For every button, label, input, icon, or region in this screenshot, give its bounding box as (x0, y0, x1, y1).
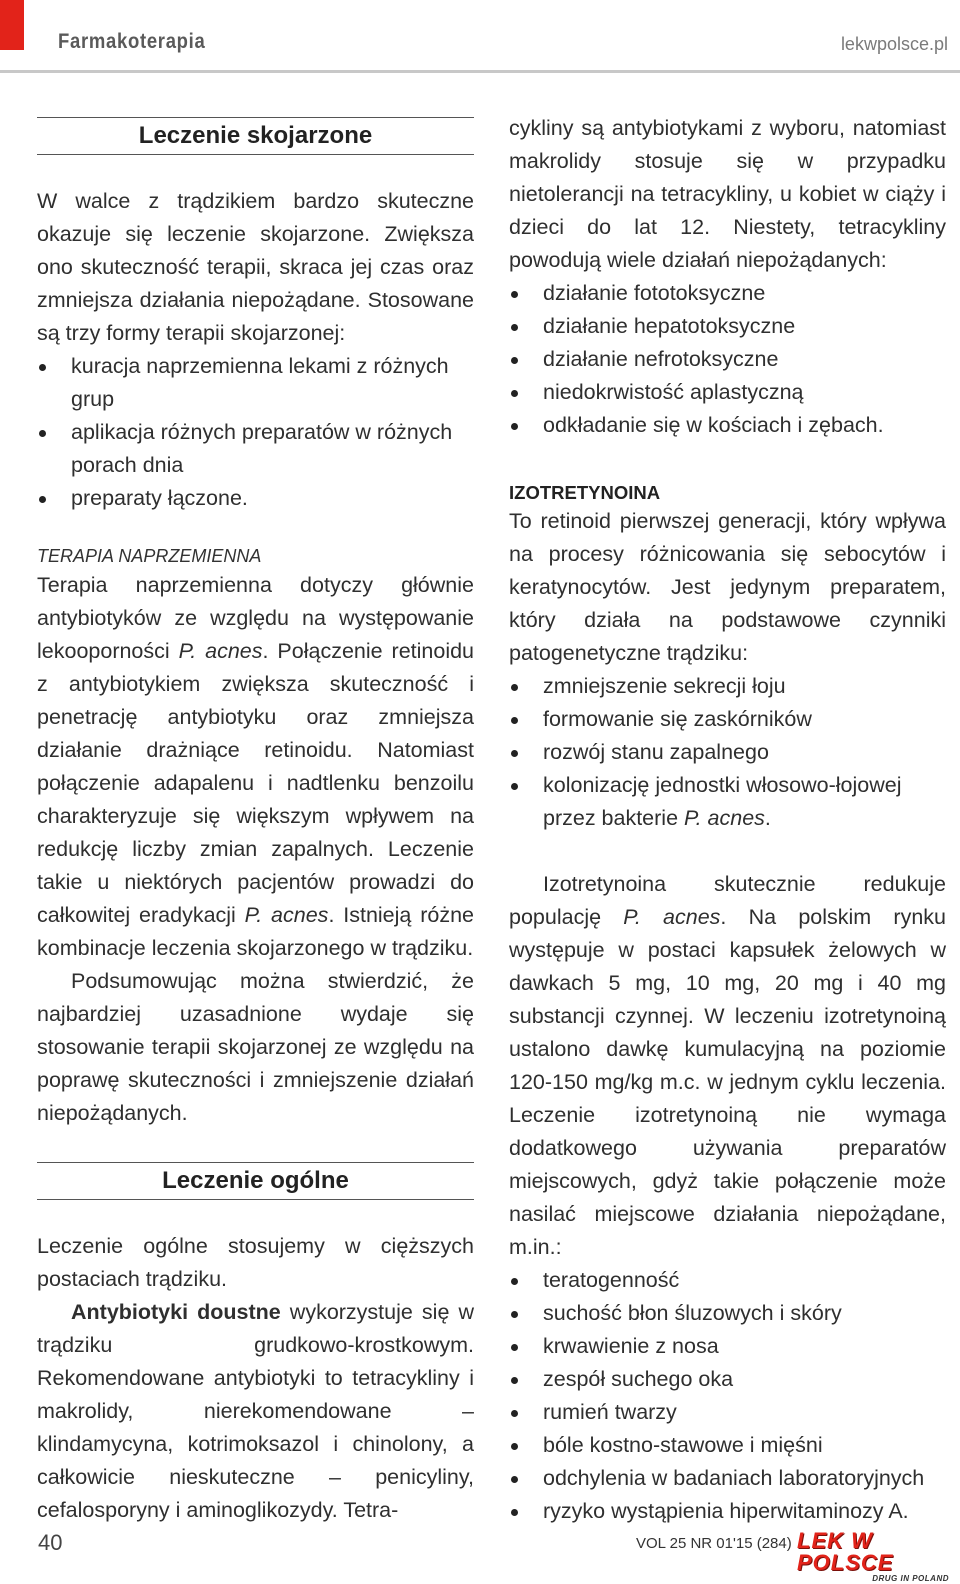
species-name: P. acnes (244, 903, 329, 927)
list-item: formowanie się zaskórników (509, 703, 946, 736)
heading-combined-treatment: Leczenie skojarzone (37, 117, 474, 155)
list-item: działanie fototoksyczne (509, 277, 946, 310)
magazine-logo (797, 1530, 949, 1584)
species-name: P. acnes (684, 806, 765, 830)
paragraph: To retinoid pierwszej generacji, który wpływa na procesy różnicowania się sebocytów i keratynocytów. Jest jedynym preparatem, który działa na podstawowe czynniki patogenetyczne trądziku: (509, 509, 946, 665)
logo-subtitle: DRUG IN POLAND (872, 1574, 949, 1583)
site-url[interactable]: lekwpolsce.pl (840, 34, 948, 54)
pathogenic-factors-list (509, 670, 946, 835)
list-item: zespół suchego oka (509, 1363, 946, 1396)
section-color-tab (0, 0, 24, 50)
list-item: kuracja naprzemienna lekami z różnych grup (37, 350, 474, 416)
list-item: rumień twarzy (509, 1396, 946, 1429)
species-name: P. acnes (178, 639, 263, 663)
list-item: rozwój stanu zapalnego (509, 736, 946, 769)
list-item: odchylenia w badaniach laboratoryjnych (509, 1462, 946, 1495)
adverse-effects-list (509, 1264, 946, 1528)
list-item: preparaty łączone. (37, 482, 474, 515)
subheading-alternating-therapy: TERAPIA NAPRZEMIENNA (37, 546, 262, 566)
left-column (37, 112, 474, 1527)
side-effects-list (509, 277, 946, 442)
heading-general-treatment: Leczenie ogólne (37, 1162, 474, 1200)
bold-term: Antybiotyki doustne (71, 1300, 281, 1324)
list-item: niedokrwistość aplastyczną (509, 376, 946, 409)
issue-info: VOL 25 NR 01'15 (284) (636, 1535, 792, 1552)
list-item: działanie nefrotoksyczne (509, 343, 946, 376)
section-label: Farmakoterapia (58, 30, 206, 53)
header-divider (0, 70, 960, 73)
list-item: aplikacja różnych preparatów w różnych porach dnia (37, 416, 474, 482)
list-item: kolonizację jednostki włosowo-łojowej przez bakterie P. acnes. (509, 769, 946, 835)
list-item: ryzyko wystąpienia hiperwitaminozy A. (509, 1495, 946, 1528)
paragraph: Leczenie ogólne stosujemy w cięższych postaciach trądziku. (37, 1234, 474, 1291)
list-item: odkładanie się w kościach i zębach. (509, 409, 946, 442)
list-item: bóle kostno-stawowe i mięśni (509, 1429, 946, 1462)
list-item: teratogenność (509, 1264, 946, 1297)
spacer (509, 835, 946, 868)
paragraph: Terapia naprzemienna dotyczy głównie antybiotyków ze względu na występowanie lekooporności P. acnes. Połączenie retinoidu z antybiotykiem zwiększa skuteczność i penetrację antybiotyku oraz zmniejsza działanie drażniące retinoidu. Natomiast połączenie adapalenu i nadtlenku benzoilu charakteryzuje się większym wpływem na redukcję liczby zmian zapalnych. Leczenie takie u niektórych pacjentów prowadzi do całkowitej eradykacji P. acnes. Istnieją różne kombinacje leczenia skojarzonego w trądziku. (37, 573, 475, 960)
subheading-isotretinoin: IZOTRETYNOINA (509, 482, 661, 503)
list-item: krwawienie z nosa (509, 1330, 946, 1363)
paragraph: Antybiotyki doustne wykorzystuje się w trądziku grudkowo-krostkowym. Rekomendowane antybiotyki to tetracykliny i makrolidy, nierekomendowane – klindamycyna, kotrimoksazol i chinolony, a całkowicie nieskuteczne – penicyliny, cefalosporyny i aminoglikozydy. Tetra- (37, 1300, 474, 1522)
paragraph: Podsumowując można stwierdzić, że najbardziej uzasadnione wydaje się stosowanie terapii skojarzonej ze względu na poprawę skuteczności i zmniejszenie działań niepożądanych. (37, 969, 474, 1125)
combined-therapy-list (37, 350, 474, 515)
species-name: P. acnes (623, 905, 721, 929)
list-item: działanie hepatotoksyczne (509, 310, 946, 343)
list-item: suchość błon śluzowych i skóry (509, 1297, 946, 1330)
page-number: 40 (38, 1530, 63, 1555)
paragraph: cykliny są antybiotykami z wyboru, natomiast makrolidy stosuje się w przypadku nietolerancji na tetracykliny, u kobiet w ciąży i dzieci do lat 12. Niestety, tetracykliny powodują wiele działań niepożądanych: (509, 116, 946, 272)
right-column (509, 112, 946, 1528)
logo-title: LEK W POLSCE (797, 1528, 894, 1575)
list-item: zmniejszenie sekrecji łoju (509, 670, 946, 703)
paragraph: W walce z trądzikiem bardzo skuteczne okazuje się leczenie skojarzone. Zwiększa ono skuteczność terapii, skraca jej czas oraz zmniejsza działania niepożądane. Stosowane są trzy formy terapii skojarzonej: (37, 189, 474, 345)
paragraph: Izotretynoina skutecznie redukuje populację P. acnes. Na polskim rynku występuje w postaci kapsułek żelowych w dawkach 5 mg, 10 mg, 20 mg i 40 mg substancji czynnej. W leczeniu izotretynoiną ustalono dawkę kumulacyjną na poziomie 120-150 mg/kg m.c. w jednym cyklu leczenia. Leczenie izotretynoiną nie wymaga dodatkowego używania preparatów miejscowych, gdyż takie połączenie może nasilać miejscowe działania niepożądane, m.in.: (509, 872, 946, 1259)
